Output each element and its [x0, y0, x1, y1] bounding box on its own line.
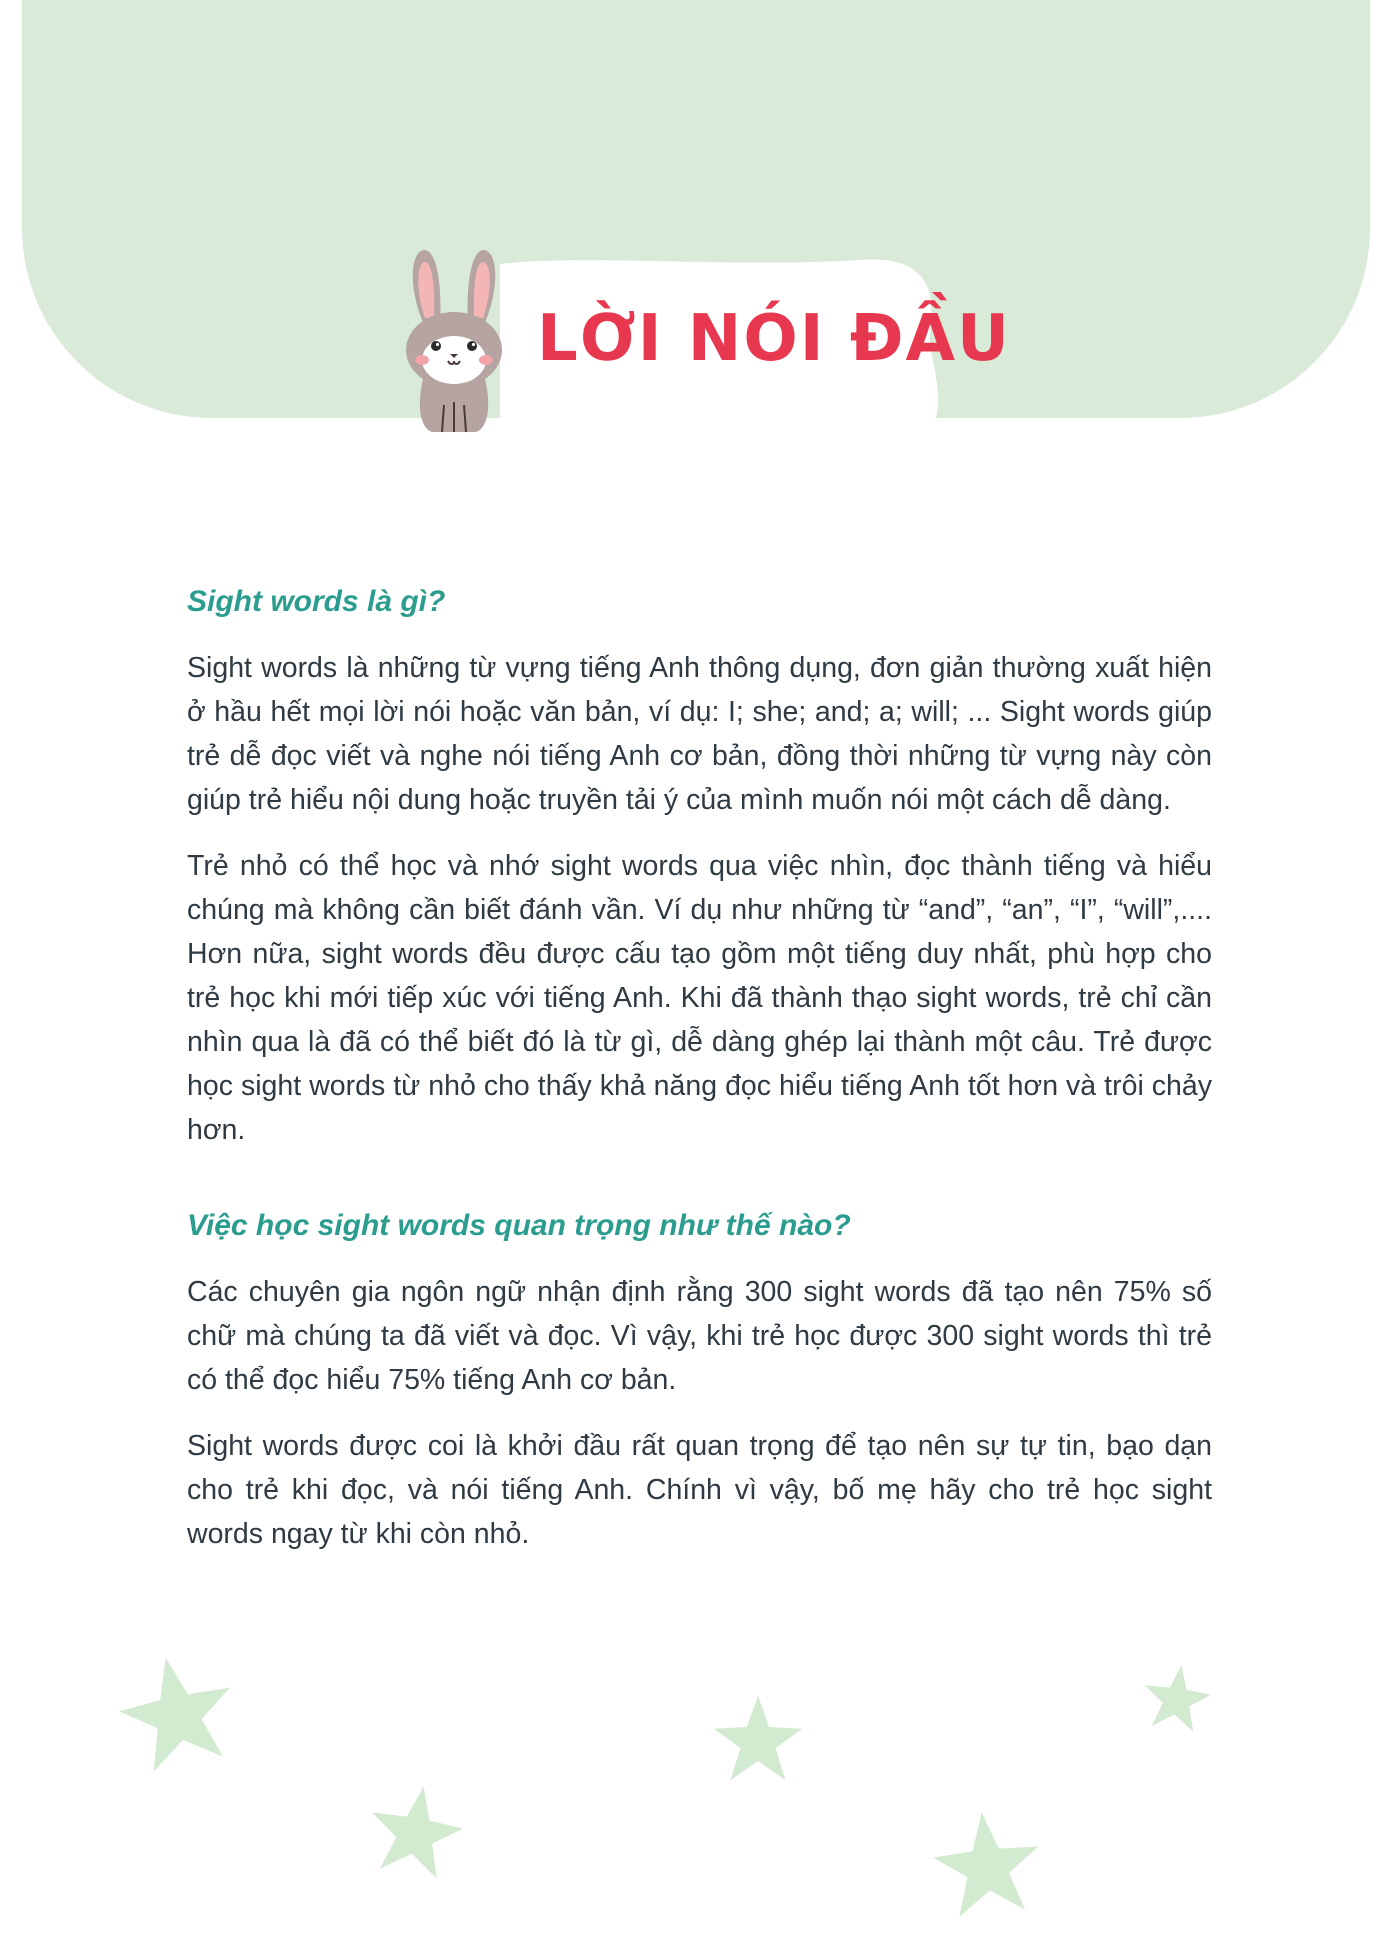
- star-icon: [1142, 1662, 1212, 1732]
- paragraph: Sight words được coi là khởi đầu rất quan trọng để tạo nên sự tự tin, bạo dạn cho trẻ khi đọc, và nói tiếng Anh. Chính vì vậy, bố mẹ hãy cho trẻ học sight words ngay từ khi còn nhỏ.: [187, 1430, 1212, 1550]
- paragraph: Các chuyên gia ngôn ngữ nhận định rằng 300 sight words đã tạo nên 75% số chữ mà chúng ta đã viết và đọc. Vì vậy, khi trẻ học được 300 sight words thì trẻ có thể đọc hiểu 75% tiếng Anh cơ bản.: [187, 1276, 1212, 1396]
- star-icon: [368, 1782, 464, 1878]
- paragraph: Trẻ nhỏ có thể học và nhớ sight words qua việc nhìn, đọc thành tiếng và hiểu chúng mà không cần biết đánh vần. Ví dụ như những từ “and”, “an”, “I”, “will”,.... Hơn nữa, sight words đều được cấu tạo gồm một tiếng duy nhất, phù hợp cho trẻ học khi mới tiếp xúc với tiếng Anh. Khi đã thành thạo sight words, trẻ chỉ cần nhìn qua là đã có thể biết đó là từ gì, dễ dàng ghép lại thành một câu. Trẻ được học sight words từ nhỏ cho thấy khả năng đọc hiểu tiếng Anh tốt hơn và trôi chảy hơn.: [187, 850, 1212, 1146]
- star-icon: [118, 1652, 236, 1770]
- page-title: LỜI NÓI ĐẦU: [537, 302, 1011, 376]
- paragraph: Sight words là những từ vựng tiếng Anh thông dụng, đơn giản thường xuất hiện ở hầu hết mọi lời nói hoặc văn bản, ví dụ: I; she; and; a; will; ... Sight words giúp trẻ dễ đọc viết và nghe nói tiếng Anh cơ bản, đồng thời những từ vựng này còn giúp trẻ hiểu nội dung hoặc truyền tải ý của mình muốn nói một cách dễ dàng.: [187, 652, 1212, 816]
- star-icon: [932, 1808, 1042, 1918]
- main-content: [187, 580, 1212, 1572]
- section-heading-what-are-sight-words: Sight words là gì?: [187, 585, 446, 618]
- rabbit-illustration: [394, 240, 514, 445]
- section-heading-importance: Việc học sight words quan trọng như thế nào?: [187, 1209, 851, 1242]
- star-icon: [712, 1692, 804, 1784]
